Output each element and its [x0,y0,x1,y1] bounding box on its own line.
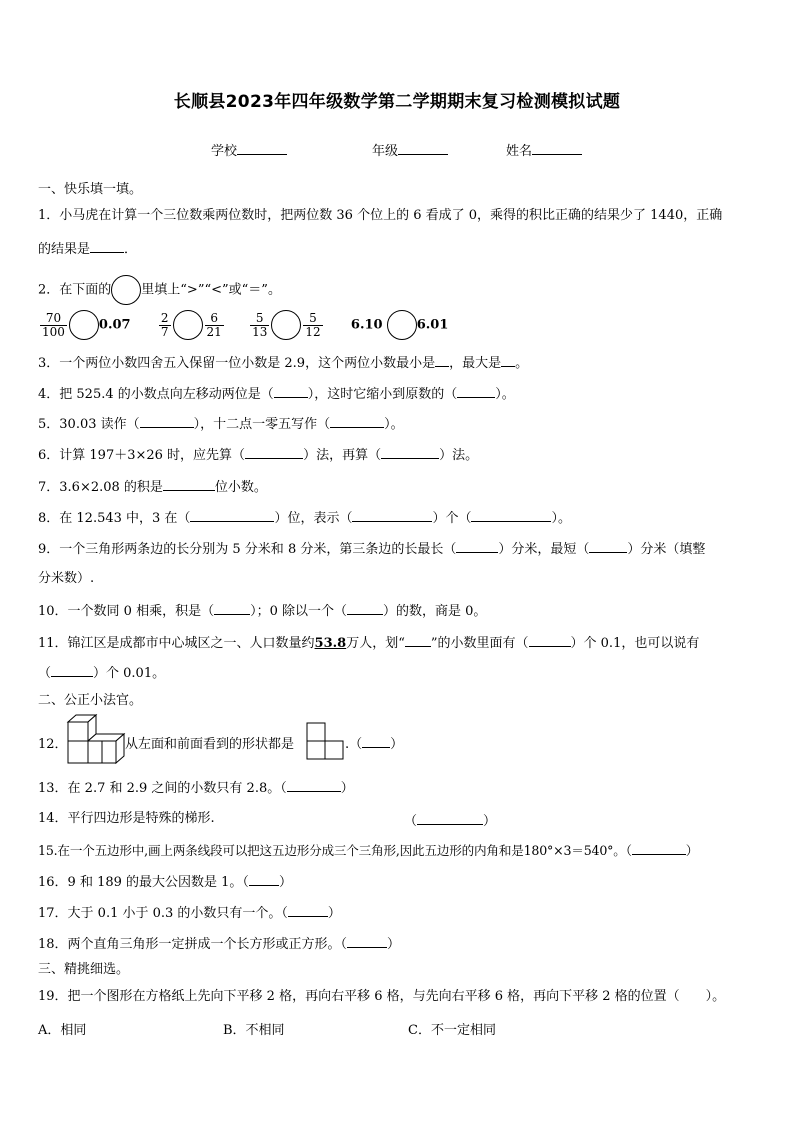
question-2-line-1: 2．在下面的 里填上“>”“<”或“＝”。 [38,275,760,305]
option-a: A．相同 [38,1023,87,1038]
section-2-heading: 二、公正小法官。 [38,693,143,708]
page-title: 长顺县2023年四年级数学第二学期期末复习检测模拟试题 [173,92,621,112]
option-b: B．不相同 [223,1023,285,1038]
name-blank [532,142,582,155]
answer-blank [405,634,431,647]
answer-blank [456,540,498,553]
fraction-6-21: $\frac{6}{21}$ [206,310,222,339]
answer-blank [190,509,274,522]
answer-blank [501,354,515,367]
answer-blank [632,842,686,855]
answer-blank [589,540,627,553]
answer-blank [347,602,383,615]
question-4: 4．把 525.4 的小数点向左移动两位是（ ），这时它缩小到原数的（ ）。 [38,387,515,402]
answer-blank [435,354,449,367]
school-blank [237,142,287,155]
section-3-heading: 三、精挑细选。 [38,962,130,977]
fraction-5-12: $\frac{5}{12}$ [305,310,321,339]
question-14: 14．平行四边形是特殊的梯形. [38,811,215,826]
grade-label: 年级 [372,144,399,159]
question-8: 8．在 12.543 中，3 在（ ）位，表示（ ）个（ ）。 [38,511,571,526]
answer-blank [90,240,124,253]
answer-blank [352,509,432,522]
question-17: 17．大于 0.1 小于 0.3 的小数只有一个。（ ） [38,906,341,921]
school-field [211,140,287,159]
question-10: 10．一个数同 0 相乘，积是（ ）；0 除以一个（ ）的数，商是 0。 [38,604,487,619]
answer-blank [529,634,571,647]
answer-blank [381,446,439,459]
fraction-70-100: $\frac{70}{100}$ [42,310,65,339]
question-13: 13．在 2.7 和 2.9 之间的小数只有 2.8。（ ） [38,781,354,796]
name-label: 姓名 [506,144,533,159]
question-12-answer: .（ ） [345,737,404,752]
section-1-heading: 一、快乐填一填。 [38,182,143,197]
name-field [506,140,582,159]
fraction-5-13: $\frac{5}{13}$ [252,310,268,339]
question-1-line-2: 的结果是 ． [38,242,138,257]
answer-blank [51,664,93,677]
question-16: 16．9 和 189 的最大公因数是 1。（ ） [38,875,292,890]
view-shape-figure [306,722,346,760]
answer-blank [362,735,390,748]
cube-stack-figure [64,712,126,768]
answer-blank [163,478,215,491]
answer-blank [214,602,250,615]
answer-blank [287,779,341,792]
comparison-circle [173,310,203,340]
answer-blank [457,385,495,398]
question-6: 6．计算 197＋3×26 时，应先算（ ）法，再算（ ）法。 [38,448,479,463]
fraction-2-7: $\frac{2}{7}$ [160,310,169,339]
answer-blank [471,509,551,522]
question-3: 3．一个两位小数四舍五入保留一位小数是 2.9，这个两位小数最小是 ，最大是 。 [38,356,529,371]
question-11-line-2: （ ）个 0.01。 [38,666,166,681]
question-9-line-2: 分米数）. [38,571,95,586]
comparison-circle [271,310,301,340]
question-9-line-1: 9．一个三角形两条边的长分别为 5 分米和 8 分米，第三条边的长最长（ ）分米，最短（ ）分米（填整 [38,542,706,557]
grade-blank [398,142,448,155]
question-12-number: 12． [38,737,68,752]
answer-blank [288,904,328,917]
answer-blank [245,446,303,459]
question-14-answer: （ ） [404,814,497,829]
answer-blank [347,935,387,948]
question-7: 7．3.6×2.08 的积是 位小数。 [38,480,267,495]
comparison-circle [387,310,417,340]
comparison-circle [111,275,141,305]
question-5: 5．30.03 读作（ ），十二点一零五写作（ ）。 [38,417,404,432]
question-1-line-1: 1．小马虎在计算一个三位数乘两位数时，把两位数 36 个位上的 6 看成了 0，乘得的积比正确的结果少了 1440，正确 [38,208,723,223]
answer-blank [140,415,194,428]
underlined-number: 53.8 [314,636,347,651]
answer-blank [249,873,279,886]
grade-field [372,140,448,159]
question-2-comparisons: $\frac{70}{100}$ 0.07 $\frac{2}{7}$ $\frac{6}{21}$ $\frac{5}{13}$ $\frac{5}{12}$ 6.10 6.01 [42,310,449,339]
question-19: 19．把一个图形在方格纸上先向下平移 2 格，再向右平移 6 格，与先向右平移 6 格，再向下平移 2 格的位置（ ）。 [38,989,726,1004]
option-c: C．不一定相同 [408,1023,496,1038]
answer-blank [274,385,308,398]
school-label: 学校 [211,144,238,159]
comparison-circle [69,310,99,340]
question-12-text: 从左面和前面看到的形状都是 [125,737,295,752]
question-15: 15.在一个五边形中,画上两条线段可以把这五边形分成三个三角形,因此五边形的内角和是180°×3＝540°。（ ） [38,843,699,858]
answer-blank [330,415,384,428]
answer-blank [417,812,483,825]
question-18: 18．两个直角三角形一定拼成一个长方形或正方形。（ ） [38,937,401,952]
question-11-line-1: 11．锦江区是成都市中心城区之一、人口数量约53.8万人，划“ ”的小数里面有（ ）个 0.1，也可以说有 [38,636,700,651]
